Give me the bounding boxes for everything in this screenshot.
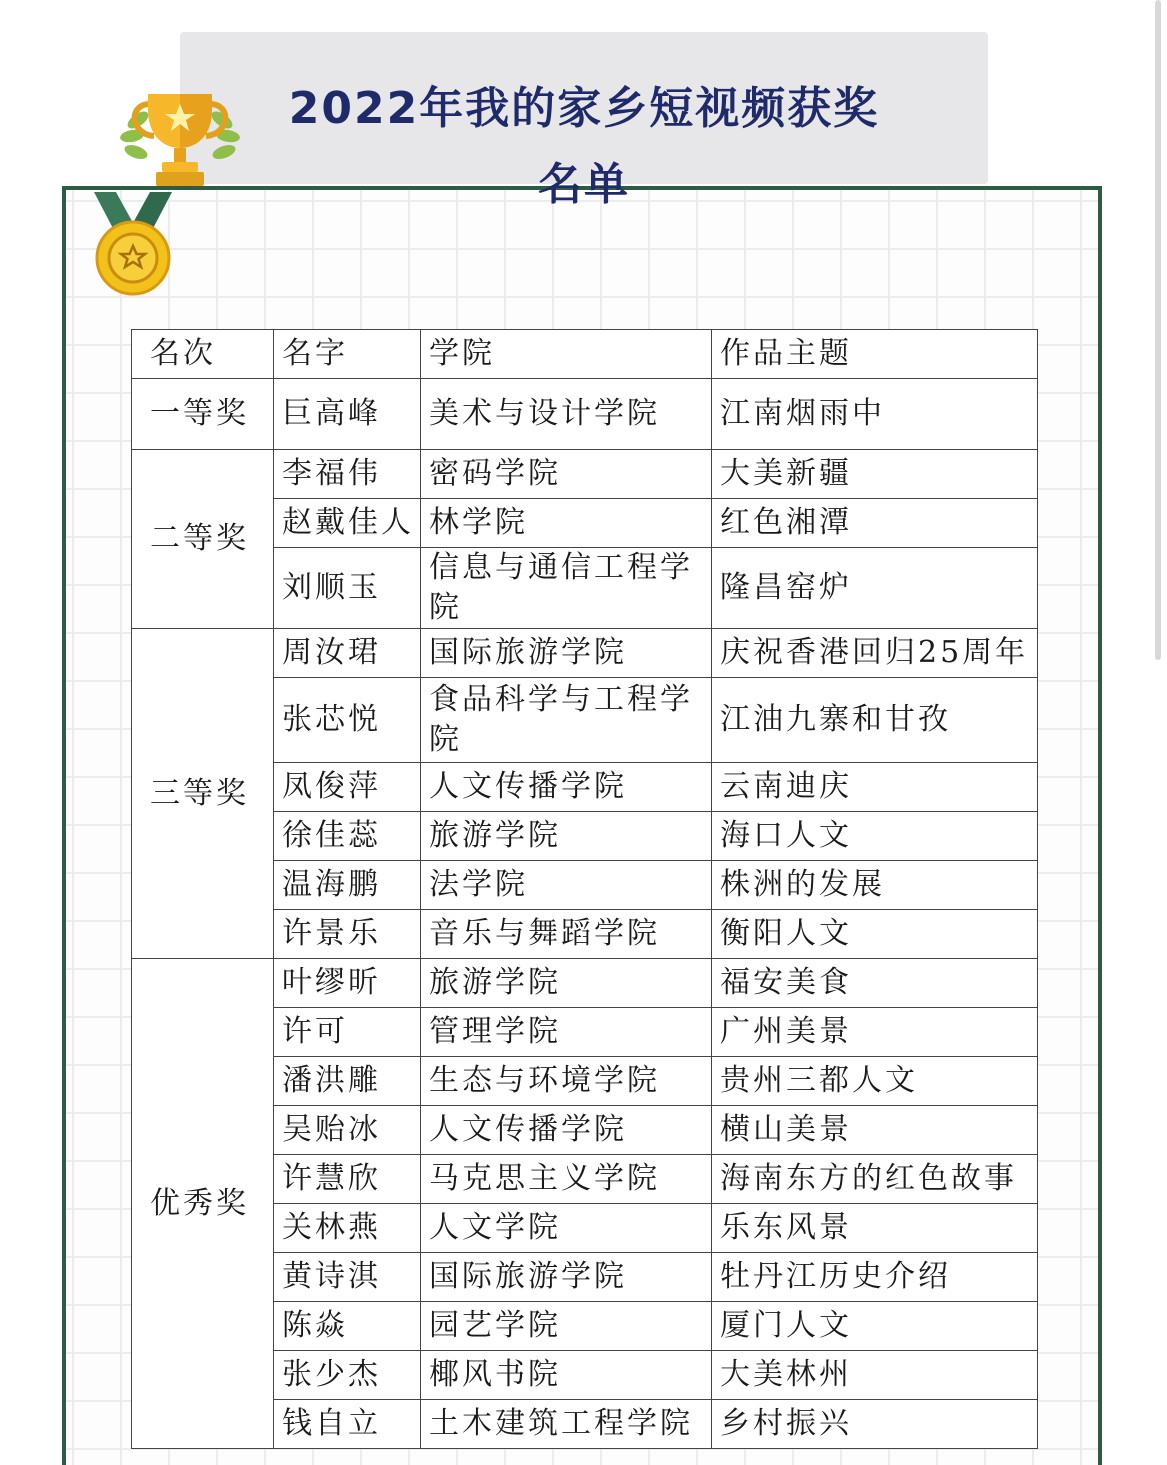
topic-cell: 乡村振兴 [712,1400,1038,1449]
name-cell: 黄诗淇 [274,1253,421,1302]
college-cell: 人文学院 [421,1204,712,1253]
topic-cell: 隆昌窑炉 [712,548,1038,629]
name-cell: 凤俊萍 [274,763,421,812]
college-cell: 国际旅游学院 [421,1253,712,1302]
name-cell: 潘洪雕 [274,1057,421,1106]
name-cell: 陈焱 [274,1302,421,1351]
name-cell: 钱自立 [274,1400,421,1449]
college-cell: 椰风书院 [421,1351,712,1400]
topic-cell: 贵州三都人文 [712,1057,1038,1106]
topic-cell: 江南烟雨中 [712,379,1038,450]
trophy-icon [118,90,242,190]
rank-cell: 一等奖 [132,379,274,450]
name-cell: 许景乐 [274,910,421,959]
college-cell: 管理学院 [421,1008,712,1057]
college-cell: 马克思主义学院 [421,1155,712,1204]
college-cell: 信息与通信工程学院 [421,548,712,629]
college-cell: 法学院 [421,861,712,910]
table-row [132,450,1038,499]
topic-cell: 福安美食 [712,959,1038,1008]
topic-cell: 厦门人文 [712,1302,1038,1351]
college-cell: 人文传播学院 [421,763,712,812]
topic-cell: 海口人文 [712,812,1038,861]
topic-cell: 大美林州 [712,1351,1038,1400]
college-cell: 生态与环境学院 [421,1057,712,1106]
name-cell: 叶缪昕 [274,959,421,1008]
header-rank: 名次 [132,330,274,379]
page-title-line-1: 2022年我的家乡短视频获奖 [288,83,880,134]
topic-cell: 广州美景 [712,1008,1038,1057]
college-cell: 食品科学与工程学院 [421,678,712,763]
topic-cell: 株洲的发展 [712,861,1038,910]
topic-cell: 乐东风景 [712,1204,1038,1253]
topic-cell: 江油九寨和甘孜 [712,678,1038,763]
header-name: 名字 [274,330,421,379]
name-cell: 张芯悦 [274,678,421,763]
header-topic: 作品主题 [712,330,1038,379]
name-cell: 巨高峰 [274,379,421,450]
name-cell: 李福伟 [274,450,421,499]
name-cell: 徐佳蕊 [274,812,421,861]
college-cell: 密码学院 [421,450,712,499]
college-cell: 土木建筑工程学院 [421,1400,712,1449]
header-college: 学院 [421,330,712,379]
name-cell: 吴贻冰 [274,1106,421,1155]
name-cell: 张少杰 [274,1351,421,1400]
table-row [132,959,1038,1008]
name-cell: 许可 [274,1008,421,1057]
name-cell: 周汝珺 [274,629,421,678]
table-row [132,379,1038,450]
college-cell: 音乐与舞蹈学院 [421,910,712,959]
title-box [180,32,988,210]
name-cell: 许慧欣 [274,1155,421,1204]
name-cell: 温海鹏 [274,861,421,910]
college-cell: 美术与设计学院 [421,379,712,450]
rank-cell: 二等奖 [132,450,274,629]
name-cell: 关林燕 [274,1204,421,1253]
topic-cell: 云南迪庆 [712,763,1038,812]
college-cell: 人文传播学院 [421,1106,712,1155]
topic-cell: 海南东方的红色故事 [712,1155,1038,1204]
topic-cell: 牡丹江历史介绍 [712,1253,1038,1302]
topic-cell: 横山美景 [712,1106,1038,1155]
rank-cell: 三等奖 [132,629,274,959]
topic-cell: 红色湘潭 [712,499,1038,548]
table-row [132,629,1038,678]
topic-cell: 衡阳人文 [712,910,1038,959]
topic-cell: 庆祝香港回归25周年 [712,629,1038,678]
college-cell: 园艺学院 [421,1302,712,1351]
topic-cell: 大美新疆 [712,450,1038,499]
awards-table [131,329,1038,1449]
college-cell: 国际旅游学院 [421,629,712,678]
scrollbar[interactable] [1155,0,1161,660]
name-cell: 赵戴佳人 [274,499,421,548]
college-cell: 旅游学院 [421,812,712,861]
page-title-line-2: 名单 [538,159,630,210]
name-cell: 刘顺玉 [274,548,421,629]
rank-cell: 优秀奖 [132,959,274,1449]
college-cell: 旅游学院 [421,959,712,1008]
table-header-row [132,330,1038,379]
medal-icon [88,188,178,298]
college-cell: 林学院 [421,499,712,548]
